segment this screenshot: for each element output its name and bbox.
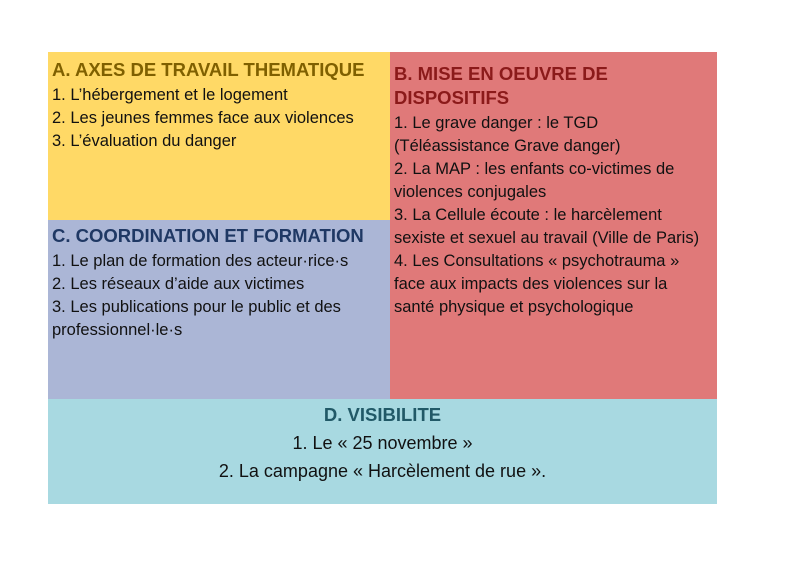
section-b-item: 1. Le grave danger : le TGD (Téléassistance Grave danger) (394, 114, 621, 155)
section-c-box (48, 220, 390, 399)
section-d-box (48, 399, 717, 504)
section-a-box (48, 52, 390, 220)
section-d-list (54, 429, 711, 485)
section-a-item: 1. L’hébergement et le logement (52, 86, 288, 104)
section-b-item: 2. La MAP : les enfants co-victimes de violences conjugales (394, 160, 675, 201)
section-a-list (52, 84, 384, 153)
section-a-item: 2. Les jeunes femmes face aux violences (52, 109, 354, 127)
section-d-item: 2. La campagne « Harcèlement de rue ». (218, 461, 547, 481)
section-a-title: A. AXES DE TRAVAIL THEMATIQUE (52, 59, 365, 80)
section-d-item: 1. Le « 25 novembre » (292, 433, 473, 453)
section-b-title: B. MISE EN OEUVRE DE DISPOSITIFS (394, 63, 608, 108)
section-c-item: 2. Les réseaux d’aide aux victimes (52, 275, 305, 293)
section-b-box (390, 52, 717, 399)
section-b-item: 4. Les Consultations « psychotrauma » face aux impacts des violences sur la santé physique et psychologique (394, 252, 680, 316)
section-a-item: 3. L’évaluation du danger (52, 132, 237, 150)
section-c-list (52, 250, 384, 342)
section-c-title: C. COORDINATION ET FORMATION (52, 225, 364, 246)
section-b-item: 3. La Cellule écoute : le harcèlement sexiste et sexuel au travail (Ville de Paris) (394, 206, 700, 247)
section-c-item: 3. Les publications pour le public et des professionnel·le·s (52, 298, 341, 339)
section-b-list (394, 112, 711, 319)
section-c-item: 1. Le plan de formation des acteur·rice·s (52, 252, 349, 270)
section-d-title: D. VISIBILITE (323, 404, 442, 425)
